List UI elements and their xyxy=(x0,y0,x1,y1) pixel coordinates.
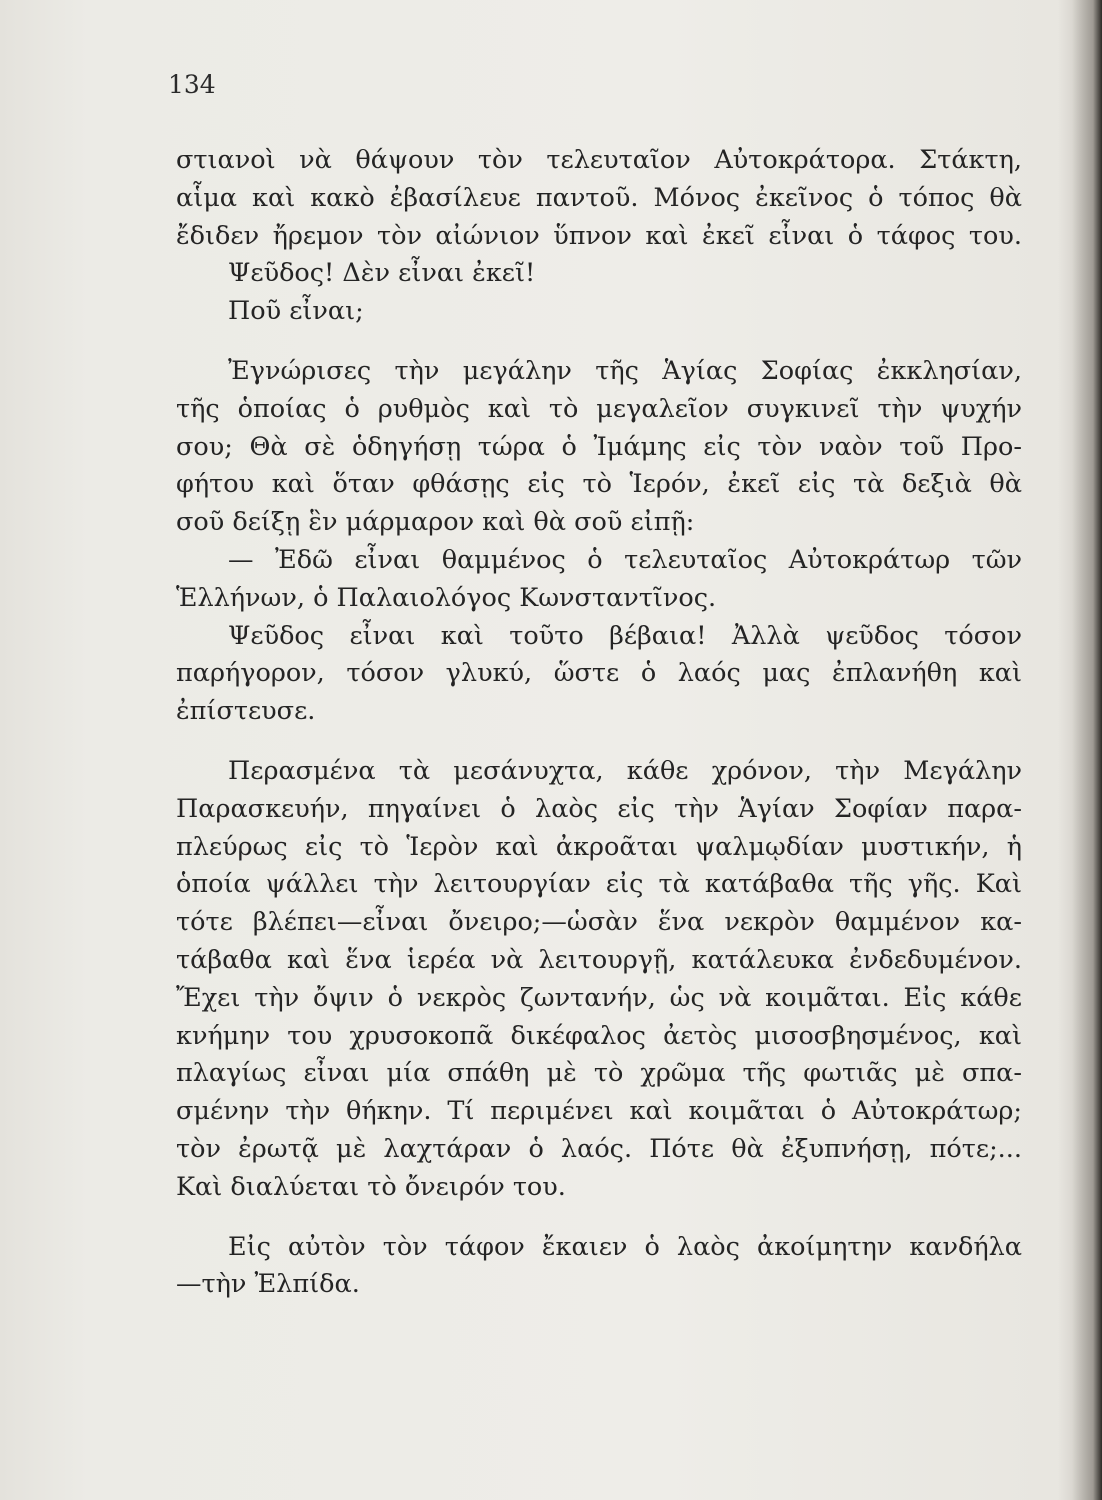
text-line: σου; Θὰ σὲ ὁδηγήσῃ τώρα ὁ Ἰμάμης εἰς τὸν ναὸν τοῦ Προ- xyxy=(176,431,1022,462)
text-line: τότε βλέπει—εἶναι ὄνειρο;—ὡσὰν ἕνα νεκρὸν θαμμένον κα- xyxy=(176,907,1022,938)
text-line: —τὴν Ἐλπίδα. xyxy=(176,1269,360,1300)
text-line: πλαγίως εἶναι μία σπάθη μὲ τὸ χρῶμα τῆς φωτιᾶς μὲ σπα- xyxy=(176,1058,1022,1089)
text-line: ὁποία ψάλλει τὴν λειτουργίαν εἰς τὰ κατάβαθα τῆς γῆς. Καὶ xyxy=(176,869,1022,900)
text-line: — Ἐδῶ εἶναι θαμμένος ὁ τελευταῖος Αὐτοκράτωρ τῶν xyxy=(228,544,1022,575)
page-number: 134 xyxy=(168,70,216,99)
text-line: πλεύρως εἰς τὸ Ἱερὸν καὶ ἀκροᾶται ψαλμῳδίαν μυστικήν, ἡ xyxy=(176,831,1022,862)
text-line: φήτου καὶ ὅταν φθάσῃς εἰς τὸ Ἱερόν, ἐκεῖ εἰς τὰ δεξιὰ θὰ xyxy=(176,469,1022,500)
text-line: Ποῦ εἶναι; xyxy=(228,296,364,327)
body-text xyxy=(176,142,1022,1304)
text-line: Ψεῦδος! Δὲν εἶναι ἐκεῖ! xyxy=(228,258,536,289)
text-line: τῆς ὁποίας ὁ ρυθμὸς καὶ τὸ μεγαλεῖον συγκινεῖ τὴν ψυχήν xyxy=(176,393,1022,424)
text-line: Καὶ διαλύεται τὸ ὄνειρόν του. xyxy=(176,1171,566,1202)
text-line: Παρασκευήν, πηγαίνει ὁ λαὸς εἰς τὴν Ἁγίαν Σοφίαν παρα- xyxy=(176,793,1022,824)
text-line: Ψεῦδος εἶναι καὶ τοῦτο βέβαια! Ἀλλὰ ψεῦδος τόσον xyxy=(228,620,1022,651)
text-line: παρήγορον, τόσον γλυκύ, ὥστε ὁ λαός μας ἐπλανήθη καὶ xyxy=(176,658,1022,689)
text-line: σμένην τὴν θήκην. Τί περιμένει καὶ κοιμᾶται ὁ Αὐτοκράτωρ; xyxy=(176,1096,1022,1127)
text-line: Περασμένα τὰ μεσάνυχτα, κάθε χρόνον, τὴν Μεγάλην xyxy=(228,755,1022,786)
text-line: Εἰς αὐτὸν τὸν τάφον ἔκαιεν ὁ λαὸς ἀκοίμητην κανδήλα xyxy=(228,1231,1022,1262)
text-line: ἐπίστευσε. xyxy=(176,696,316,727)
text-line: αἷμα καὶ κακὸ ἐβασίλευε παντοῦ. Μόνος ἐκεῖνος ὁ τόπος θὰ xyxy=(176,182,1022,213)
text-line: κνήμην του χρυσοκοπᾶ δικέφαλος ἀετὸς μισοσβησμένος, καὶ xyxy=(176,1020,1022,1051)
text-line: στιανοὶ νὰ θάψουν τὸν τελευταῖον Αὐτοκράτορα. Στάκτη, xyxy=(176,145,1022,175)
text-line: ἔδιδεν ἤρεμον τὸν αἰώνιον ὕπνον καὶ ἐκεῖ εἶναι ὁ τάφος του. xyxy=(176,220,1022,251)
text-line: σοῦ δείξῃ ἓν μάρμαρον καὶ θὰ σοῦ εἰπῇ: xyxy=(176,507,695,538)
text-line: τάβαθα καὶ ἕνα ἱερέα νὰ λειτουργῇ, κατάλευκα ἐνδεδυμένον. xyxy=(176,944,1022,975)
text-line: Ἑλλήνων, ὁ Παλαιολόγος Κωνσταντῖνος. xyxy=(176,582,717,613)
text-line: Ἐγνώρισες τὴν μεγάλην τῆς Ἁγίας Σοφίας ἐκκλησίαν, xyxy=(228,355,1022,386)
binding-shadow xyxy=(1072,0,1102,1500)
text-line: τὸν ἐρωτᾷ μὲ λαχτάραν ὁ λαός. Πότε θὰ ἐξυπνήσῃ, πότε;... xyxy=(176,1133,1022,1164)
text-line: Ἔχει τὴν ὄψιν ὁ νεκρὸς ζωντανήν, ὡς νὰ κοιμᾶται. Εἰς κάθε xyxy=(176,982,1022,1013)
